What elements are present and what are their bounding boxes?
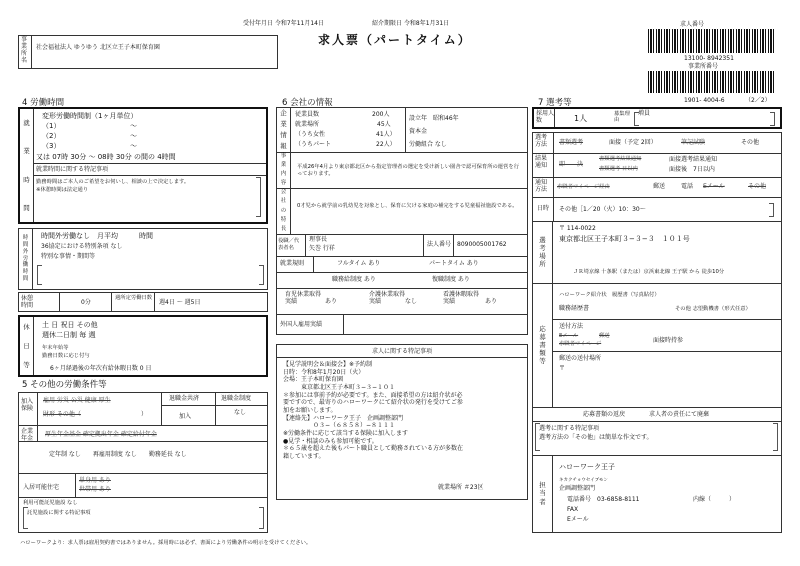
workplace-value: 45人 — [377, 121, 391, 128]
nursing-leave: 看護休暇取得実績 — [443, 291, 480, 305]
date-label: 日時 — [537, 205, 550, 212]
break-value: 0分 — [81, 299, 91, 306]
send-zip: 〒 — [559, 365, 566, 372]
retirement-system: なし — [234, 409, 247, 416]
agreement: 36協定における特別条項 なし — [41, 243, 123, 250]
paid-leave: 6ヶ月経過後の年次有給休暇日数 0 日 — [50, 365, 152, 372]
corp-no-label: 法人番号 — [427, 241, 452, 248]
intro-deadline: 紹介期限日 令和8年1月31日 — [372, 20, 450, 27]
tel-label: 電話番号 — [567, 496, 592, 503]
job-number-label: 求人番号 — [680, 21, 705, 28]
select-special-label: 選考に関する特記事項 — [539, 425, 600, 432]
care-leave: 介護休業取得実績 — [369, 291, 406, 305]
hire-count: 1人 — [574, 114, 588, 123]
break-box — [18, 292, 268, 312]
feature-desc: 0才児から就学前の乳幼児を対象とし、保育に欠ける家庭の補完をする児童福祉施設である。 — [297, 203, 518, 209]
notify-other: その他 — [748, 183, 767, 190]
hire-box — [532, 107, 782, 129]
business-desc: 平成26年4月より東京都北区から指定管理者の選定を受け新しい園舎で認可保育所の運営を行っております。 — [297, 164, 519, 177]
method-other: その他 — [741, 139, 760, 146]
place-access: ＪＲ埼京線 十条駅（または）京浜東北線 王子駅 から 徒歩10分 — [573, 269, 725, 275]
notify-label: 通知方法 — [535, 179, 548, 193]
reinstate: 職務給制度 あり — [332, 276, 376, 283]
method-written: 筆記試験 — [681, 139, 706, 146]
result-document-days: 書類選考 日以内 — [599, 166, 638, 172]
contact-office: ハローワーク王子 — [559, 463, 615, 471]
retirement-value: 加入 — [179, 413, 192, 420]
insurance-label: 加入保険 — [21, 398, 34, 412]
method-document: 書類選考 — [559, 139, 584, 146]
special-circumstances: 特別な事情・期間等 — [41, 253, 96, 260]
establishment-name: 社会福祉法人 ゆうゆう 北区立王子本町保育園 — [36, 44, 160, 51]
period-2: （2） — [42, 132, 61, 140]
employees-value: 200人 — [372, 111, 390, 118]
selection-box — [532, 132, 782, 533]
business-label: 事 業 内 容 — [277, 152, 291, 188]
holidays: 土 日 祝日 その他 — [42, 321, 98, 329]
send-interview: 面接時持参 — [653, 337, 684, 344]
workplace-label: 就業場所 — [295, 121, 320, 128]
method-label: 選考方法 — [535, 134, 548, 148]
corp-no: 8090005001762 — [457, 241, 507, 248]
housing-family: 世帯用 あり — [79, 486, 111, 493]
office-barcode — [648, 71, 774, 93]
special-2: ※休憩時間は法定通り — [36, 187, 89, 193]
workplace-number: 就業場所 ＃23区 — [438, 484, 484, 491]
result-interview-days: 面接後 7日以内 — [669, 166, 715, 173]
docs-career: 職務経歴書 — [559, 305, 590, 312]
app-docs-label: 応 募 書 類 等 — [533, 283, 553, 407]
weekly-days: 週4日 〜 週5日 — [159, 299, 201, 306]
job-barcode — [648, 29, 774, 53]
housing-single: 単身用 あり — [79, 477, 111, 484]
part-value: 22人） — [376, 141, 396, 148]
union: 労働組合 なし — [409, 141, 447, 148]
contact-kana: キカクチョウセイブモン — [559, 478, 608, 483]
return-system: 復職制度 あり — [432, 276, 470, 283]
insurance-types: 雇用 労災 公災 健康 厚生 — [43, 397, 111, 404]
tel-number: 03-6858-8111 — [597, 496, 640, 503]
result-document: 書類選考結果通知 — [599, 156, 642, 162]
send-email: Eメール — [559, 333, 579, 339]
weekly-holiday: 週休二日制 毎 週 — [42, 331, 96, 339]
annual-label: 年末年始等 — [42, 345, 69, 351]
result-interview: 面接選考結果通知 — [669, 156, 718, 163]
notify-email: Eメール — [703, 183, 725, 190]
received-date: 受付年月日 令和7年11月14日 — [243, 20, 324, 27]
reason-label: 募集理由 — [614, 111, 630, 124]
women-label: （うち女性 — [295, 131, 326, 138]
result-label: 結果通知 — [535, 155, 548, 169]
retirement-label: 退職金共済 — [169, 395, 200, 402]
send-method: 送付方法 — [559, 323, 584, 330]
page-title: 求人票（パートタイム） — [318, 33, 472, 47]
overtime-label: 時 間 外 労 働 時 間 — [19, 229, 33, 289]
section-7-title: 7 選考等 — [538, 98, 572, 108]
break-label: 休憩時間 — [21, 295, 34, 309]
childcare-facility: 利用可能託児施設 なし — [23, 500, 78, 506]
rules-label: 就業規則 — [280, 260, 305, 267]
childcare-note: 託児施設に関する特記事項 — [27, 510, 91, 516]
feature-label: 会 社 の 特 長 — [277, 188, 291, 234]
establishment-box — [18, 35, 278, 69]
page-number: （2／2） — [745, 97, 771, 104]
variable-hours: 変形労働時間制（1ヶ月単位） — [42, 112, 138, 120]
founded: 設立年 昭和46年 — [409, 115, 459, 122]
send-address-label: 郵送の送付場所 — [559, 355, 602, 362]
rules-parttime: パートタイム あり — [429, 260, 479, 267]
rep-name: 矢巻 行祥 — [309, 245, 335, 252]
period-3: （3） — [42, 142, 61, 150]
rep-title: 理事長 — [309, 236, 328, 243]
overtime-box — [18, 228, 268, 290]
footer-note: ハローワークより：求人票は雇用契約書ではありません。採用時には必ず、書面により労働条件の明示を受けてください。 — [20, 540, 312, 546]
women-value: 41人） — [376, 131, 396, 138]
foreign-employment: 外国人雇用実績 — [280, 321, 323, 328]
other-conditions-box: 加入保険 雇用 労災 公災 健康 厚生 財形 その他（ ） 退職金共済 加入 退職金制度 なし 企業年金 厚生年金基金 確定拠出年金 確定給付年金 定年制 なし 再雇用制度 なし 勤務延長 なし 入居可能住宅 単身用 あり 世帯用 あり 利用可能託児施設 なし 託児施設に関する特記事項 — [18, 392, 268, 533]
hire-label: 採用人数 — [536, 110, 555, 124]
notify-mail: 郵送 — [653, 183, 666, 190]
section-6-title: 6 会社の情報 — [282, 98, 333, 108]
send-mail: 郵送 — [599, 333, 610, 339]
holiday-label: 休 日 等 — [20, 317, 34, 375]
capital: 資本金 — [409, 128, 428, 135]
tel-ext: 内線（ ） — [693, 496, 736, 503]
special-notes-text: 【見学説明会＆面接会】※予約制 日時：令和8年1月20日（火） 会場：王子本町保育園 東京都北区王子本町３−３−１０１ ＊参加には事前予約が必要です。また、面接希望の方は紹介状が必 要ですので、最寄りのハローワークにて紹介状の発行を受けてご参 加をお願いします。 【連絡先】ハローワーク王子 企画調整部門 ０３−（６８５８）−８１１１ ※労働条件に応じて該当する保険に加入します ●見学・相談のみも参加可能です。 ＊６５歳を超えた後もパート職員として勤務されている方が多数在 籍しています。 — [283, 361, 464, 461]
annual-note: 勤務日数に応じ付与 — [42, 353, 90, 359]
pension-value: 厚生年金基金 確定拠出年金 確定給付年金 — [45, 431, 157, 438]
retirement-system-label: 退職金制度 — [221, 395, 252, 402]
period-1: （1） — [42, 122, 61, 130]
date-value: その他［1／20（火）10：30〜 — [559, 206, 646, 213]
pension-label: 企業年金 — [21, 428, 34, 442]
or-between: 又は 07時 30分 〜 08時 30分 の間の 4時間 — [36, 153, 176, 161]
send-mypage: 求職者マイページ — [559, 341, 602, 347]
section-5-title: 5 その他の労働条件等 — [22, 380, 107, 390]
company-label: 企 業 情 報 — [277, 108, 291, 152]
part-label: （うちパート — [295, 141, 332, 148]
housing-label: 入居可能住宅 — [23, 484, 60, 491]
weekly-days-label: 週所定労働日数 — [115, 295, 153, 301]
place-label: 選 考 場 所 — [533, 221, 553, 283]
work-hours-box: 就 業 時 間 変形労働時間制（1ヶ月単位） （1） 〜 （2） 〜 （3） 〜 又は 07時 30分 〜 08時 30分 の間の 4時間 就業時間に関する特記事項 勤務時間はご本人のご希望をお伺いし、相談の上で決定します。 ※休憩時間は法定通り — [18, 107, 268, 224]
notify-mypage: 求職者マイページ経由 — [557, 184, 610, 190]
docs-other: その他 志望動機書（形式任意） — [675, 306, 751, 312]
email-label: Eメール — [567, 516, 589, 523]
special-notes-box — [276, 344, 528, 500]
office-number-label: 事業所番号 — [688, 63, 719, 70]
overtime-avg: 時間外労働なし 月平均 時間 — [41, 232, 153, 240]
special-notes-title: 求人に関する特記事項 — [371, 348, 432, 355]
rep-label: 役職／代表者名 — [278, 238, 300, 251]
rules-fulltime: フルタイム あり — [337, 260, 381, 267]
method-interview: 面接（予定 2回） — [609, 139, 657, 146]
holiday-box — [18, 315, 268, 377]
insurance-other: 財形 その他（ — [43, 411, 81, 418]
docs-intro: ハローワーク紹介状 履歴書（写真貼付） — [559, 292, 660, 298]
fax-label: FAX — [567, 506, 579, 513]
contact-label: 担 当 者 — [533, 455, 553, 532]
notify-phone: 電話 — [681, 183, 694, 190]
establishment-label: 事業所名 — [21, 36, 28, 64]
return-docs: 応募書類の返戻 求人者の責任にて廃棄 — [583, 411, 710, 418]
select-special-note: 選考方法の「その他」は簡単な作文です。 — [539, 434, 653, 441]
contact-dept: 企画調整部門 — [559, 485, 596, 492]
employees-label: 従業員数 — [295, 111, 320, 118]
job-number: 13100- 8942351 — [684, 55, 734, 62]
section-4-title: 4 労働時間 — [22, 98, 65, 108]
childcare-leave: 育児休業取得実績 — [285, 291, 322, 305]
result-immediate: 即 決 — [559, 161, 584, 168]
retire-age: 定年制 なし 再雇用制度 なし 勤務延長 なし — [49, 451, 187, 458]
place-address: 東京都北区王子本町３−３−３ １０１号 — [559, 235, 690, 243]
special-1: 勤務時間はご本人のご希望をお伺いし、相談の上で決定します。 — [36, 179, 190, 185]
company-info-box: 企 業 情 報 従業員数 200人 就業場所 45人 （うち女性 41人） （うちパート 22人） 設立年 昭和46年 資本金 労働組合 なし 事 業 内 容 平成26年4月より東京都北区から指定管理者の選定を受け新しい園舎で認可保育所の運営を行っております。 会 社 の 特 長 0才児から就学前の乳幼児を対象とし、保育に欠ける家庭の補完をする児童福祉施設である。 役職／代表者名 理事長 矢巻 行祥 法人番号 8090005001762 就業規則 フルタイム あり パートタイム あり 職務給制度 あり 復職制度 あり 育児休業取得実績 あり 介護休業取得実績 なし 看護休暇取得実績 あり 外国人雇用実績 — [276, 107, 528, 335]
office-number: 1901- 4004-6 — [684, 97, 725, 104]
reason-value: 増員 — [638, 110, 651, 117]
work-hours-label: 就 業 時 間 — [20, 109, 34, 222]
special-label: 就業時間に関する特記事項 — [36, 166, 109, 173]
place-zip: 〒 114-0022 — [559, 225, 596, 232]
